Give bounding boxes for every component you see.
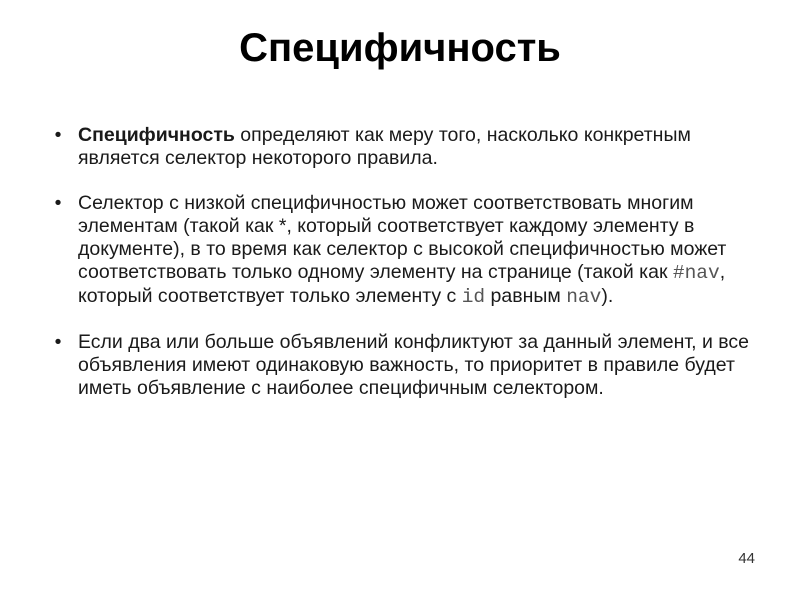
- bullet-text: , который соответствует только элементу с: [78, 261, 726, 307]
- bullet-marker: •: [54, 331, 62, 353]
- bold-term: Специфичность: [78, 124, 235, 146]
- bullet-item-1: [54, 124, 768, 170]
- bullet-text: Селектор с низкой специфичностью может соответствовать многим элементам (такой как *, который соответствует каждому элементу в документе), в то время как селектор с высокой специфичностью может соответствовать только одному элементу на странице (такой как: [78, 192, 727, 283]
- bullet-marker: •: [54, 124, 62, 146]
- page-number: 44: [738, 550, 755, 567]
- bullet-marker: •: [54, 192, 62, 214]
- bullet-list: [54, 124, 768, 400]
- bullet-text: равным: [485, 285, 567, 307]
- bullet-item-3: [54, 331, 768, 400]
- bullet-item-2: [54, 192, 768, 309]
- slide-title: Специфичность: [239, 26, 561, 70]
- bullet-text: ).: [601, 285, 614, 307]
- bullet-text: определяют как меру того, насколько конкретным является селектор некоторого правила.: [78, 124, 691, 169]
- code-id-attribute: id: [461, 286, 486, 308]
- code-nav-value: nav: [566, 286, 602, 308]
- code-nav-selector: #nav: [672, 262, 720, 284]
- bullet-text: Если два или больше объявлений конфликтуют за данный элемент, и все объявления имеют одинаковую важность, то приоритет в правиле будет иметь объявление с наиболее специфичным селектором.: [78, 331, 749, 399]
